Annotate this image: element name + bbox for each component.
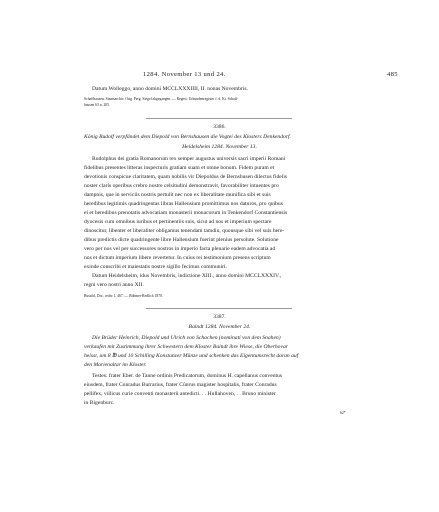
- document-text-line: Testes: frater Eber. de Tanne ordinis Predicatorum, dominus H. capellanus conventus: [92, 373, 283, 379]
- document-summary-line: verkaufen mit Zustimmung ihrer Schwestern dem Kloster Baindt ihre Wiese, die Oberhovar: [84, 344, 288, 350]
- document-text-line: regni vero nostri anno XII.: [84, 282, 144, 288]
- document-text-line: nos et dictum imperium libere revertetur. In cuius rei testimonium presens scriptum: [84, 255, 271, 261]
- document-text-line: exinde conscribi et maiestatis nostre sigillo fecimus communiri.: [84, 264, 227, 270]
- document-number: 3387.: [213, 314, 226, 320]
- source-citation: Bussild, Doc. rediv. I. 467. — Böhmer-Redlich 1870.: [84, 294, 163, 298]
- document-text-line: heredibus legitimis quadringentas libras Hallensium promittimus nos daturos, pro quibus: [84, 201, 283, 207]
- document-text-line: Datum Heidelsheim, idus Novembris, indictione XIII., anno domini MCCLXXXIV.,: [92, 273, 282, 279]
- document-summary-line: heisst, um 8 ℔ und 10 Schilling Konstanzer Münze und schenken das Eigentumsrecht daran auf: [84, 353, 299, 359]
- prev-doc-source-line: hausen 63 n. 205.: [84, 103, 110, 107]
- document-text-line: dibus predictis dicte quadringente libre Hallensium fuerint plenius persolute. Solutione: [84, 237, 279, 243]
- page-number: 485: [387, 71, 398, 78]
- document-text-line: Rudolphus dei gratia Romanorum rex semper augustus universis sacri imperii Romani: [92, 156, 286, 162]
- document-text-line: ei et heredibus prenotatis advocatiam monasterii monacorum in Tenkendorf Constantiensis: [84, 210, 288, 216]
- prev-doc-source-line: Schaffhausen. Staatsarchiv. Orig. Perg. Siegel abgegangen. — Regest: Urkundenregister f. d. Kt. Schaff-: [84, 97, 239, 101]
- document-summary: König Rudolf verpfändet dem Diepold von Bernshausen die Vogtei des Klosters Denkendorf.: [84, 134, 291, 140]
- place-date-line: Heidelsheim 1284. November 13.: [182, 144, 257, 150]
- prev-doc-dating-line: Datum Wolleggo, anno domini MCCLXXXIIII, II. nonas Novembris.: [92, 86, 248, 92]
- document-text-line: noster claris operibus crebro nostre celsitudini demonstravit, favorabiliter intuentes pro: [84, 183, 279, 189]
- document-summary-line: Die Brüder Heinrich, Diepold und Ulrich von Schachen (nominati von dem Snahen): [92, 335, 281, 341]
- document-text-line: in Bigenburc.: [84, 400, 115, 406]
- document-text-line: pellifex, villicus curie conventi monasterii antedicti. . . Hullahoven, . . Bruno minister: [84, 391, 276, 397]
- document-text-line: vero per nos vel per successores nostros in imperio facta plenarie eadem advocatia ad: [84, 246, 276, 252]
- section-divider: [146, 308, 292, 309]
- document-summary-line: den Marienaltar im Kloster.: [84, 362, 147, 368]
- document-text-line: dinoscitur, libenter et liberaliter obligamus tenendam tamdiu, quousque sibi vel suis here-: [84, 228, 285, 234]
- place-date-line: Baindt 1284. November 24.: [188, 324, 251, 330]
- section-divider: [146, 118, 292, 119]
- document-text-line: dampnis, que in serviciis nostris pertulit nec non ex liberalitate munifica sibi et suis: [84, 192, 271, 198]
- document-text-line: eiusdem, frater Conradus Burrarius, frater Cûnrus magister hospitalis, frater Conradus: [84, 382, 277, 388]
- document-text-line: devotionis conspicue claritatem, quam nobilis vir Diepoldus de Bernshusen dilectus fidelis: [84, 174, 288, 180]
- running-title: 1284. November 13 und 24.: [143, 71, 226, 78]
- signature-mark: 62*: [340, 411, 346, 415]
- document-number: 3386.: [213, 124, 226, 130]
- document-text-line: fidelibus presentes litteras inspecturis gratiam suam et omne bonum. Fidem puram et: [84, 165, 275, 171]
- document-text-line: dyocesis cum omnibus iuribus et pertinentiis suis, sicut ad nos et imperium spectare: [84, 219, 272, 225]
